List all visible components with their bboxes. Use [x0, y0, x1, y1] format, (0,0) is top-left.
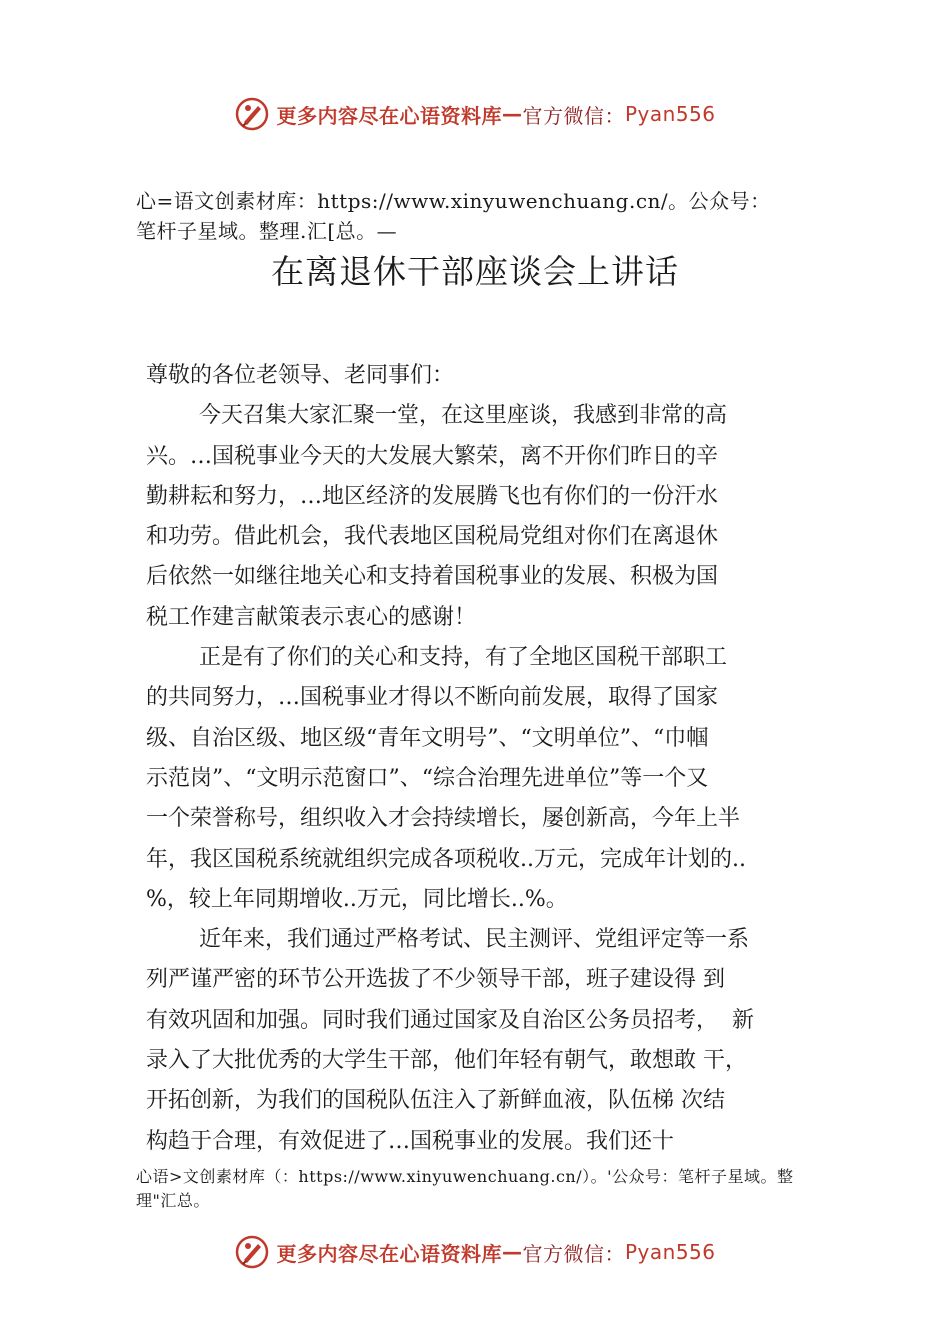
source-note-line: 心语>文创素材库（：https://www.xinyuwenchuang.cn/）。'公众号：笔杆子星域。整 — [136, 1167, 794, 1186]
banner-slogan: 更多内容尽在心语资料库 — [276, 1241, 502, 1266]
page-title: 在离退休干部座谈会上讲话 — [271, 252, 679, 291]
speech-body — [146, 356, 836, 1162]
paragraph-line: 年，我区国税系统就组织完成各项税收..万元，完成年计划的.. — [146, 846, 746, 872]
xinyu-logo-icon — [234, 1234, 270, 1270]
paragraph-line: 税工作建言献策表示衷心的感谢！ — [146, 604, 477, 630]
paragraph-line: 列严谨严密的环节公开选拔了不少领导干部，班子建设得 到 — [146, 967, 725, 993]
paragraph-line: 级、自治区级、地区级“青年文明号”、“文明单位”、“巾帼 — [146, 725, 709, 751]
banner-dash: — — [501, 102, 523, 126]
paragraph-line: 开拓创新，为我们的国税队伍注入了新鲜血液，队伍梯 次结 — [146, 1088, 725, 1114]
paragraph-line: 的共同努力，…国税事业才得以不断向前发展，取得了国家 — [146, 685, 719, 711]
source-note-line: 心=语文创素材库：https://www.xinyuwenchuang.cn/。公众号： — [136, 189, 771, 213]
paragraph-line: 后依然一如继往地关心和支持着国税事业的发展、积极为国 — [146, 564, 719, 590]
paragraph-line: 兴。…国税事业今天的大发展大繁荣，离不开你们昨日的辛 — [146, 443, 719, 469]
paragraph-line: 今天召集大家汇聚一堂，在这里座谈，我感到非常的高 — [199, 403, 728, 429]
paragraph-line: %，较上年同期增收..万元，同比增长..%。 — [146, 886, 568, 912]
xinyu-logo-icon — [234, 96, 270, 132]
paragraph-line: 构趋于合理，有效促进了…国税事业的发展。我们还十 — [146, 1128, 675, 1154]
paragraph-line: 一个荣誉称号，组织收入才会持续增长，屡创新高，今年上半 — [146, 806, 741, 832]
banner-wechat-id: Pyan556 — [624, 1240, 716, 1264]
banner-wechat-label: 官方微信： — [522, 1241, 625, 1266]
footer-banner — [0, 1232, 950, 1272]
source-note-line: 理"汇总。 — [136, 1191, 210, 1210]
source-note-line: 笔杆子星域。整理.汇[总。— — [136, 219, 398, 243]
paragraph-line: 录入了大批优秀的大学生干部，他们年轻有朝气，敢想敢 干， — [146, 1048, 747, 1074]
banner-dash: — — [501, 1240, 523, 1264]
salutation: 尊敬的各位老领导、老同事们： — [146, 363, 455, 388]
banner-wechat-label: 官方微信： — [522, 103, 625, 128]
header-banner — [0, 94, 950, 134]
source-note-bottom — [136, 1165, 826, 1213]
paragraph-line: 近年来，我们通过严格考试、民主测评、党组评定等一系 — [199, 927, 750, 953]
banner-wechat-id: Pyan556 — [624, 102, 716, 126]
paragraph-line: 和功劳。借此机会，我代表地区国税局党组对你们在离退休 — [146, 524, 719, 550]
paragraph-line: 有效巩固和加强。同时我们通过国家及自治区公务员招考， 新 — [146, 1007, 754, 1033]
source-note-top — [136, 186, 856, 246]
paragraph-line: 示范岗”、“文明示范窗口”、“综合治理先进单位”等一个又 — [146, 765, 709, 791]
paragraph-line: 正是有了你们的关心和支持，有了全地区国税干部职工 — [199, 645, 728, 671]
paragraph-line: 勤耕耘和努力，…地区经济的发展腾飞也有你们的一份汗水 — [146, 483, 719, 509]
banner-slogan: 更多内容尽在心语资料库 — [276, 103, 502, 128]
